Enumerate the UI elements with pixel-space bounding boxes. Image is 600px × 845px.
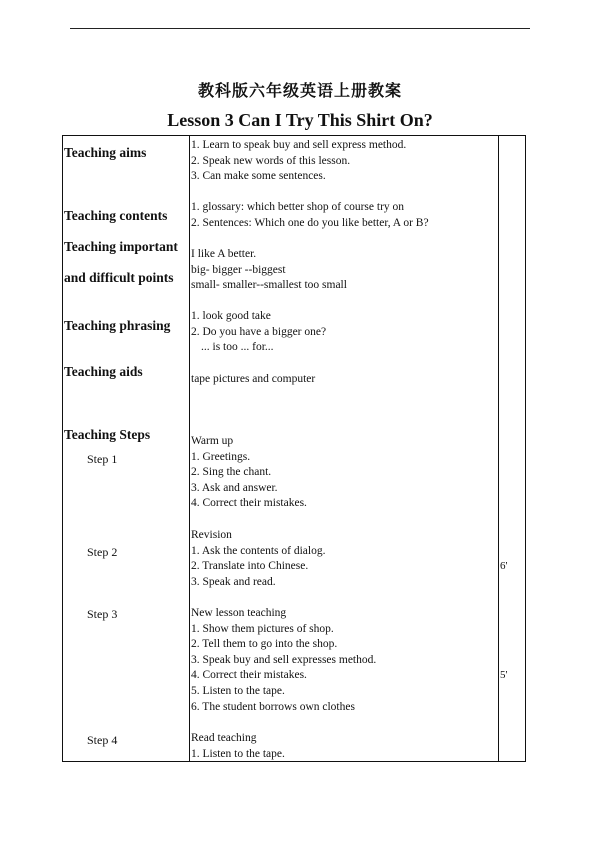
step-2-label: Step 2 bbox=[87, 545, 118, 559]
time-revision: 6' bbox=[500, 560, 508, 572]
important-item: small- smaller--smallest too small bbox=[191, 279, 347, 292]
aids-text: tape pictures and computer bbox=[191, 373, 316, 385]
header-rule bbox=[70, 28, 530, 29]
column-divider bbox=[189, 136, 190, 761]
new-lesson-line: 5. Listen to the tape. bbox=[191, 684, 285, 697]
revision-line: 2. Translate into Chinese. bbox=[191, 560, 309, 573]
new-lesson-line: 4. Correct their mistakes. bbox=[191, 669, 307, 682]
new-lesson-line: 6. The student borrows own clothes bbox=[191, 700, 355, 713]
contents-item: 2. Sentences: Which one do you like better, A or B? bbox=[191, 216, 429, 229]
new-lesson-block bbox=[191, 606, 376, 715]
aims-item: 1. Learn to speak buy and sell express method. bbox=[191, 139, 407, 151]
page-title-english: Lesson 3 Can I Try This Shirt On? bbox=[167, 110, 433, 130]
phrasing-list bbox=[191, 309, 326, 356]
phrasing-item: 1. look good take bbox=[191, 310, 271, 322]
label-teaching-contents: Teaching contents bbox=[64, 208, 168, 223]
important-item: I like A better. bbox=[191, 248, 257, 260]
label-teaching-important: Teaching important bbox=[64, 239, 178, 254]
label-teaching-aims: Teaching aims bbox=[64, 145, 147, 160]
step-3-label: Step 3 bbox=[87, 607, 118, 621]
contents-list bbox=[191, 200, 429, 231]
revision-block bbox=[191, 528, 325, 590]
page-title-chinese: 教科版六年级英语上册教案 bbox=[197, 81, 402, 100]
warmup-block bbox=[191, 434, 307, 512]
contents-item: 1. glossary: which better shop of course try on bbox=[191, 201, 405, 213]
important-item: big- bigger --biggest bbox=[191, 263, 286, 276]
label-difficult-points: and difficult points bbox=[64, 270, 174, 285]
new-lesson-line: New lesson teaching bbox=[191, 607, 287, 619]
aims-list bbox=[191, 138, 406, 185]
warmup-line: 3. Ask and answer. bbox=[191, 481, 278, 494]
important-list bbox=[191, 247, 347, 294]
read-block bbox=[191, 731, 285, 762]
phrasing-item: 2. Do you have a bigger one? bbox=[191, 325, 327, 338]
label-teaching-steps: Teaching Steps bbox=[64, 427, 151, 442]
new-lesson-line: 1. Show them pictures of shop. bbox=[191, 622, 334, 635]
aims-item: 3. Can make some sentences. bbox=[191, 170, 326, 183]
label-teaching-phrasing: Teaching phrasing bbox=[64, 318, 171, 333]
revision-line: 1. Ask the contents of dialog. bbox=[191, 544, 326, 557]
label-teaching-aids: Teaching aids bbox=[64, 364, 143, 379]
new-lesson-line: 2. Tell them to go into the shop. bbox=[191, 638, 338, 651]
warmup-line: 2. Sing the chant. bbox=[191, 466, 272, 479]
step-1-label: Step 1 bbox=[87, 452, 118, 466]
column-divider bbox=[498, 136, 499, 761]
warmup-line: 1. Greetings. bbox=[191, 450, 251, 463]
warmup-line: Warm up bbox=[191, 435, 234, 447]
read-line: 1. Listen to the tape. bbox=[191, 747, 285, 760]
new-lesson-line: 3. Speak buy and sell expresses method. bbox=[191, 653, 377, 666]
phrasing-item: ... is too ... for... bbox=[201, 341, 274, 354]
warmup-line: 4. Correct their mistakes. bbox=[191, 497, 307, 510]
read-line: Read teaching bbox=[191, 732, 257, 744]
revision-line: Revision bbox=[191, 529, 232, 541]
step-4-label: Step 4 bbox=[87, 733, 118, 747]
lesson-plan-table bbox=[62, 135, 526, 762]
aims-item: 2. Speak new words of this lesson. bbox=[191, 154, 351, 167]
time-new-lesson: 5' bbox=[500, 669, 508, 681]
revision-line: 3. Speak and read. bbox=[191, 575, 276, 588]
